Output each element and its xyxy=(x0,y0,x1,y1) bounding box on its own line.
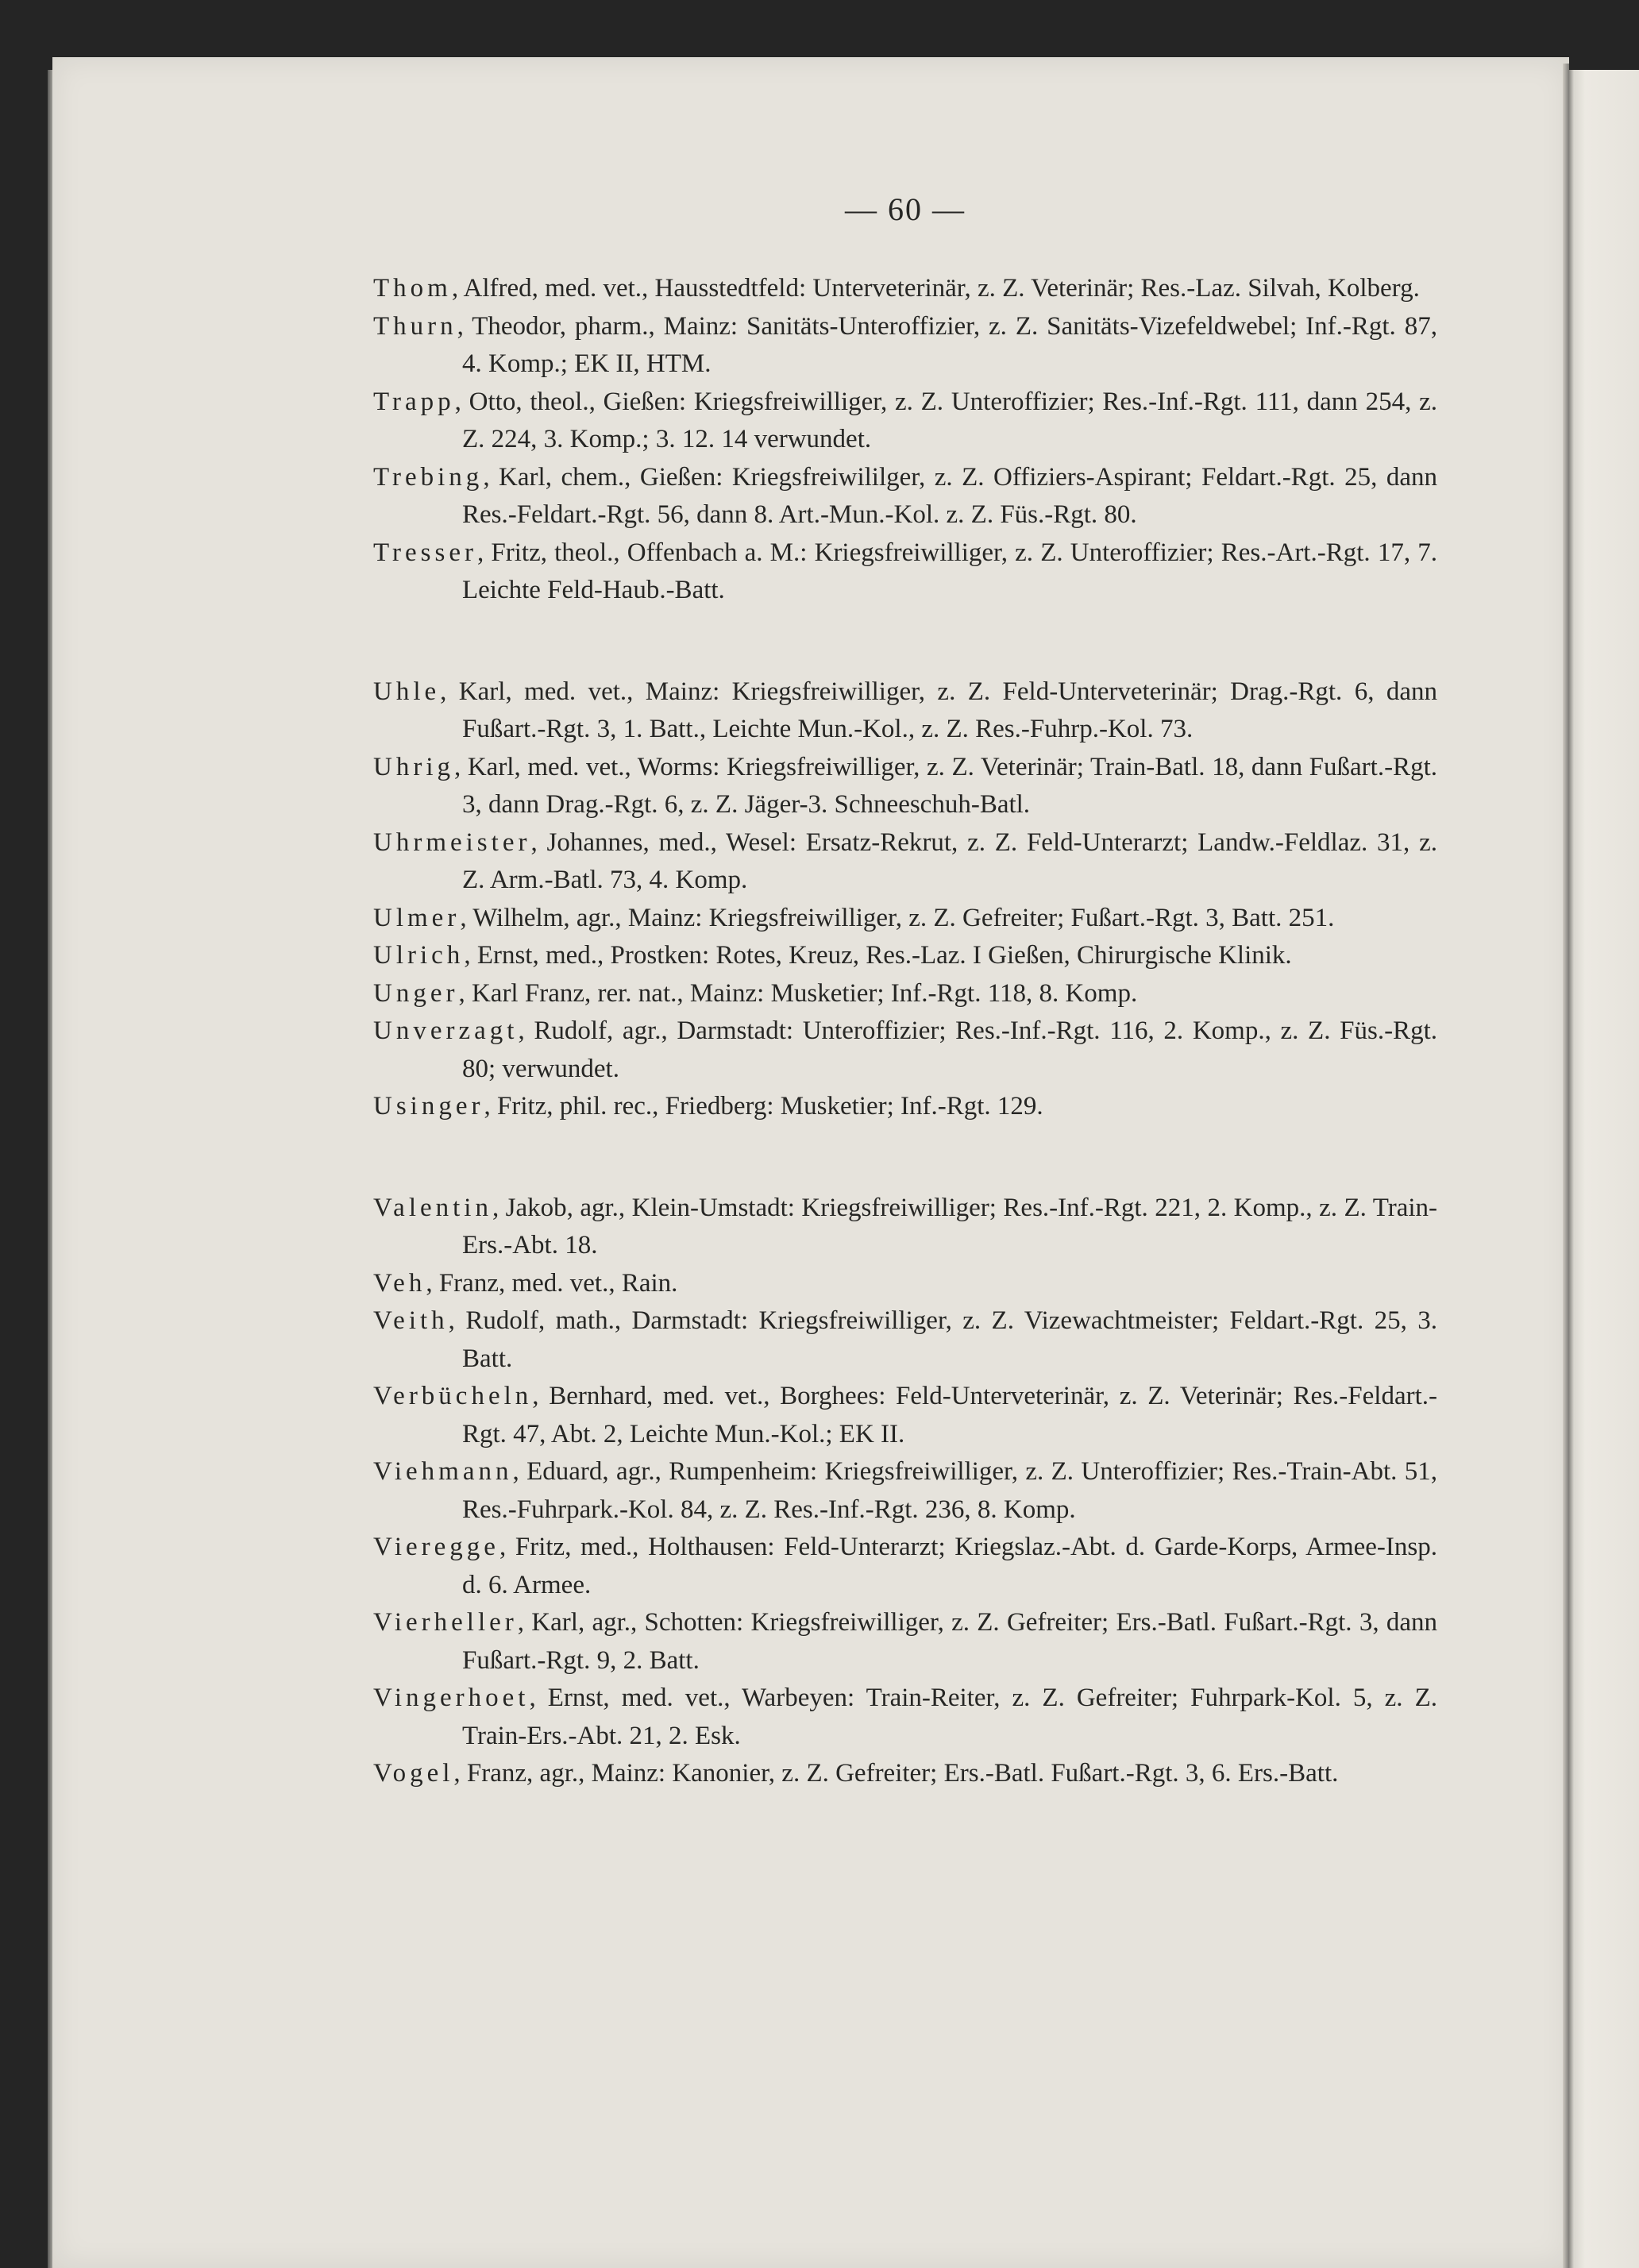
list-item xyxy=(373,824,1437,900)
entry-surname: Trapp xyxy=(373,387,455,416)
entry-details: , Karl, chem., Gießen: Kriegsfreiwililger, z. Z. Offiziers-Aspirant; Feldart.-Rgt. 25, dann Res.-Feldart.-Rgt. 56, dann 8. Art.-Mun.-Kol. z. Z. Füs.-Rgt. 80. xyxy=(462,462,1437,529)
list-item xyxy=(373,1755,1437,1793)
book-gutter xyxy=(1563,64,1569,2268)
list-item xyxy=(373,1453,1437,1529)
list-item xyxy=(373,308,1437,384)
entry-surname: Usinger xyxy=(373,1092,484,1120)
list-item xyxy=(373,1088,1437,1126)
entry-details: , Karl, med. vet., Worms: Kriegsfreiwilliger, z. Z. Veterinär; Train-Batl. 18, dann Fußart.-Rgt. 3, dann Drag.-Rgt. 6, z. Z. Jäger-3. Schneeschuh-Batl. xyxy=(454,752,1437,819)
entry-details: , Eduard, agr., Rumpenheim: Kriegsfreiwilliger, z. Z. Unteroffizier; Res.-Train-Abt. 51, Res.-Fuhrpark.-Kol. 84, z. Z. Res.-Inf.-Rgt. 236, 8. Komp. xyxy=(462,1457,1437,1524)
entry-surname: Viehmann xyxy=(373,1457,513,1486)
list-item xyxy=(373,1265,1437,1303)
entry-details: , Franz, med. vet., Rain. xyxy=(426,1268,678,1298)
section-t xyxy=(373,270,1437,610)
entry-surname: Ulmer xyxy=(373,903,461,932)
entry-details: , Fritz, med., Holthausen: Feld-Unterarzt; Kriegslaz.-Abt. d. Garde-Korps, Armee-Insp. d. 6. Armee. xyxy=(462,1533,1437,1599)
list-item xyxy=(373,937,1437,975)
entry-surname: Uhrmeister xyxy=(373,827,531,857)
section-u xyxy=(373,673,1437,1126)
entry-surname: Veh xyxy=(373,1268,426,1298)
entry-details: , Ernst, med., Prostken: Rotes, Kreuz, Res.-Laz. I Gießen, Chirurgische Klinik. xyxy=(464,941,1292,970)
entry-details: , Rudolf, agr., Darmstadt: Unteroffizier; Res.-Inf.-Rgt. 116, 2. Komp., z. Z. Füs.-Rgt. 80; verwundet. xyxy=(462,1016,1437,1083)
list-item xyxy=(373,975,1437,1013)
entry-details: , Ernst, med. vet., Warbeyen: Train-Reiter, z. Z. Gefreiter; Fuhrpark-Kol. 5, z. Z. Train-Ers.-Abt. 21, 2. Esk. xyxy=(462,1684,1437,1750)
entry-surname: Unger xyxy=(373,978,459,1008)
list-item xyxy=(373,673,1437,749)
entry-surname: Ulrich xyxy=(373,941,465,970)
list-item xyxy=(373,1529,1437,1604)
entry-details: , Franz, agr., Mainz: Kanonier, z. Z. Gefreiter; Ers.-Batl. Fußart.-Rgt. 3, 6. Ers.-Batt. xyxy=(453,1759,1339,1788)
entry-details: , Fritz, theol., Offenbach a. M.: Kriegsfreiwilliger, z. Z. Unteroffizier; Res.-Art.-Rgt. 17, 7. Leichte Feld-Haub.-Batt. xyxy=(462,538,1437,604)
entry-surname: Trebing xyxy=(373,462,484,492)
entry-list xyxy=(373,270,1437,1793)
list-item xyxy=(373,1190,1437,1265)
entry-surname: Vierheller xyxy=(373,1608,518,1637)
entry-surname: Vogel xyxy=(373,1759,454,1788)
entry-details: , Johannes, med., Wesel: Ersatz-Rekrut, z. Z. Feld-Unterarzt; Landw.-Feldlaz. 31, z. Z. Arm.-Batl. 73, 4. Komp. xyxy=(462,827,1437,894)
list-item xyxy=(373,270,1437,308)
page-number: — 60 — xyxy=(845,191,966,227)
entry-surname: Unverzagt xyxy=(373,1016,519,1045)
entry-surname: Verbücheln xyxy=(373,1382,533,1410)
list-item xyxy=(373,1012,1437,1088)
entry-details: , Rudolf, math., Darmstadt: Kriegsfreiwilliger, z. Z. Vizewachtmeister; Feldart.-Rgt. 25, 3. Batt. xyxy=(448,1306,1437,1373)
entry-surname: Veith xyxy=(373,1306,449,1335)
entry-details: , Karl Franz, rer. nat., Mainz: Musketier; Inf.-Rgt. 118, 8. Komp. xyxy=(458,978,1138,1008)
entry-details: , Theodor, pharm., Mainz: Sanitäts-Unteroffizier, z. Z. Sanitäts-Vizefeldwebel; Inf.-Rgt. 87, 4. Komp.; EK II, HTM. xyxy=(457,311,1437,378)
entry-details: , Karl, agr., Schotten: Kriegsfreiwilliger, z. Z. Gefreiter; Ers.-Batl. Fußart.-Rgt. 3, dann Fußart.-Rgt. 9, 2. Batt. xyxy=(462,1608,1437,1675)
entry-surname: Thom xyxy=(373,274,452,303)
entry-details: , Otto, theol., Gießen: Kriegsfreiwilliger, z. Z. Unteroffizier; Res.-Inf.-Rgt. 111, dann 254, z. Z. 224, 3. Komp.; 3. 12. 14 verwundet. xyxy=(454,387,1437,453)
next-page-edge xyxy=(1569,70,1639,2268)
list-item xyxy=(373,749,1437,824)
entry-surname: Vieregge xyxy=(373,1533,499,1561)
section-gap xyxy=(373,1126,1437,1190)
entry-surname: Valentin xyxy=(373,1193,492,1222)
list-item xyxy=(373,459,1437,534)
entry-surname: Uhle xyxy=(373,677,441,706)
entry-surname: Uhrig xyxy=(373,752,454,781)
list-item xyxy=(373,1604,1437,1680)
list-item xyxy=(373,384,1437,459)
list-item xyxy=(373,1680,1437,1755)
list-item xyxy=(373,900,1437,938)
entry-surname: Tresser xyxy=(373,538,477,567)
list-item xyxy=(373,1302,1437,1378)
entry-details: , Karl, med. vet., Mainz: Kriegsfreiwilliger, z. Z. Feld-Unterveterinär; Drag.-Rgt. 6, dann Fußart.-Rgt. 3, 1. Batt., Leichte Mun.-Kol., z. Z. Res.-Fuhrp.-Kol. 73. xyxy=(440,677,1437,743)
entry-details: , Bernhard, med. vet., Borghees: Feld-Unterveterinär, z. Z. Veterinär; Res.-Feldart.-Rgt. 47, Abt. 2, Leichte Mun.-Kol.; EK II. xyxy=(462,1382,1437,1448)
entry-surname: Thurn xyxy=(373,311,457,341)
entry-details: , Jakob, agr., Klein-Umstadt: Kriegsfreiwilliger; Res.-Inf.-Rgt. 221, 2. Komp., z. Z. Train-Ers.-Abt. 18. xyxy=(462,1193,1437,1259)
entry-details: , Fritz, phil. rec., Friedberg: Musketier; Inf.-Rgt. 129. xyxy=(484,1092,1043,1120)
section-v xyxy=(373,1190,1437,1793)
entry-surname: Vingerhoet xyxy=(373,1684,530,1712)
section-gap xyxy=(373,610,1437,673)
entry-details: , Alfred, med. vet., Hausstedtfeld: Unterveterinär, z. Z. Veterinär; Res.-Laz. Silvah, Kolberg. xyxy=(451,274,1420,303)
entry-details: , Wilhelm, agr., Mainz: Kriegsfreiwilliger, z. Z. Gefreiter; Fußart.-Rgt. 3, Batt. 251. xyxy=(460,903,1335,932)
list-item xyxy=(373,534,1437,610)
list-item xyxy=(373,1378,1437,1453)
